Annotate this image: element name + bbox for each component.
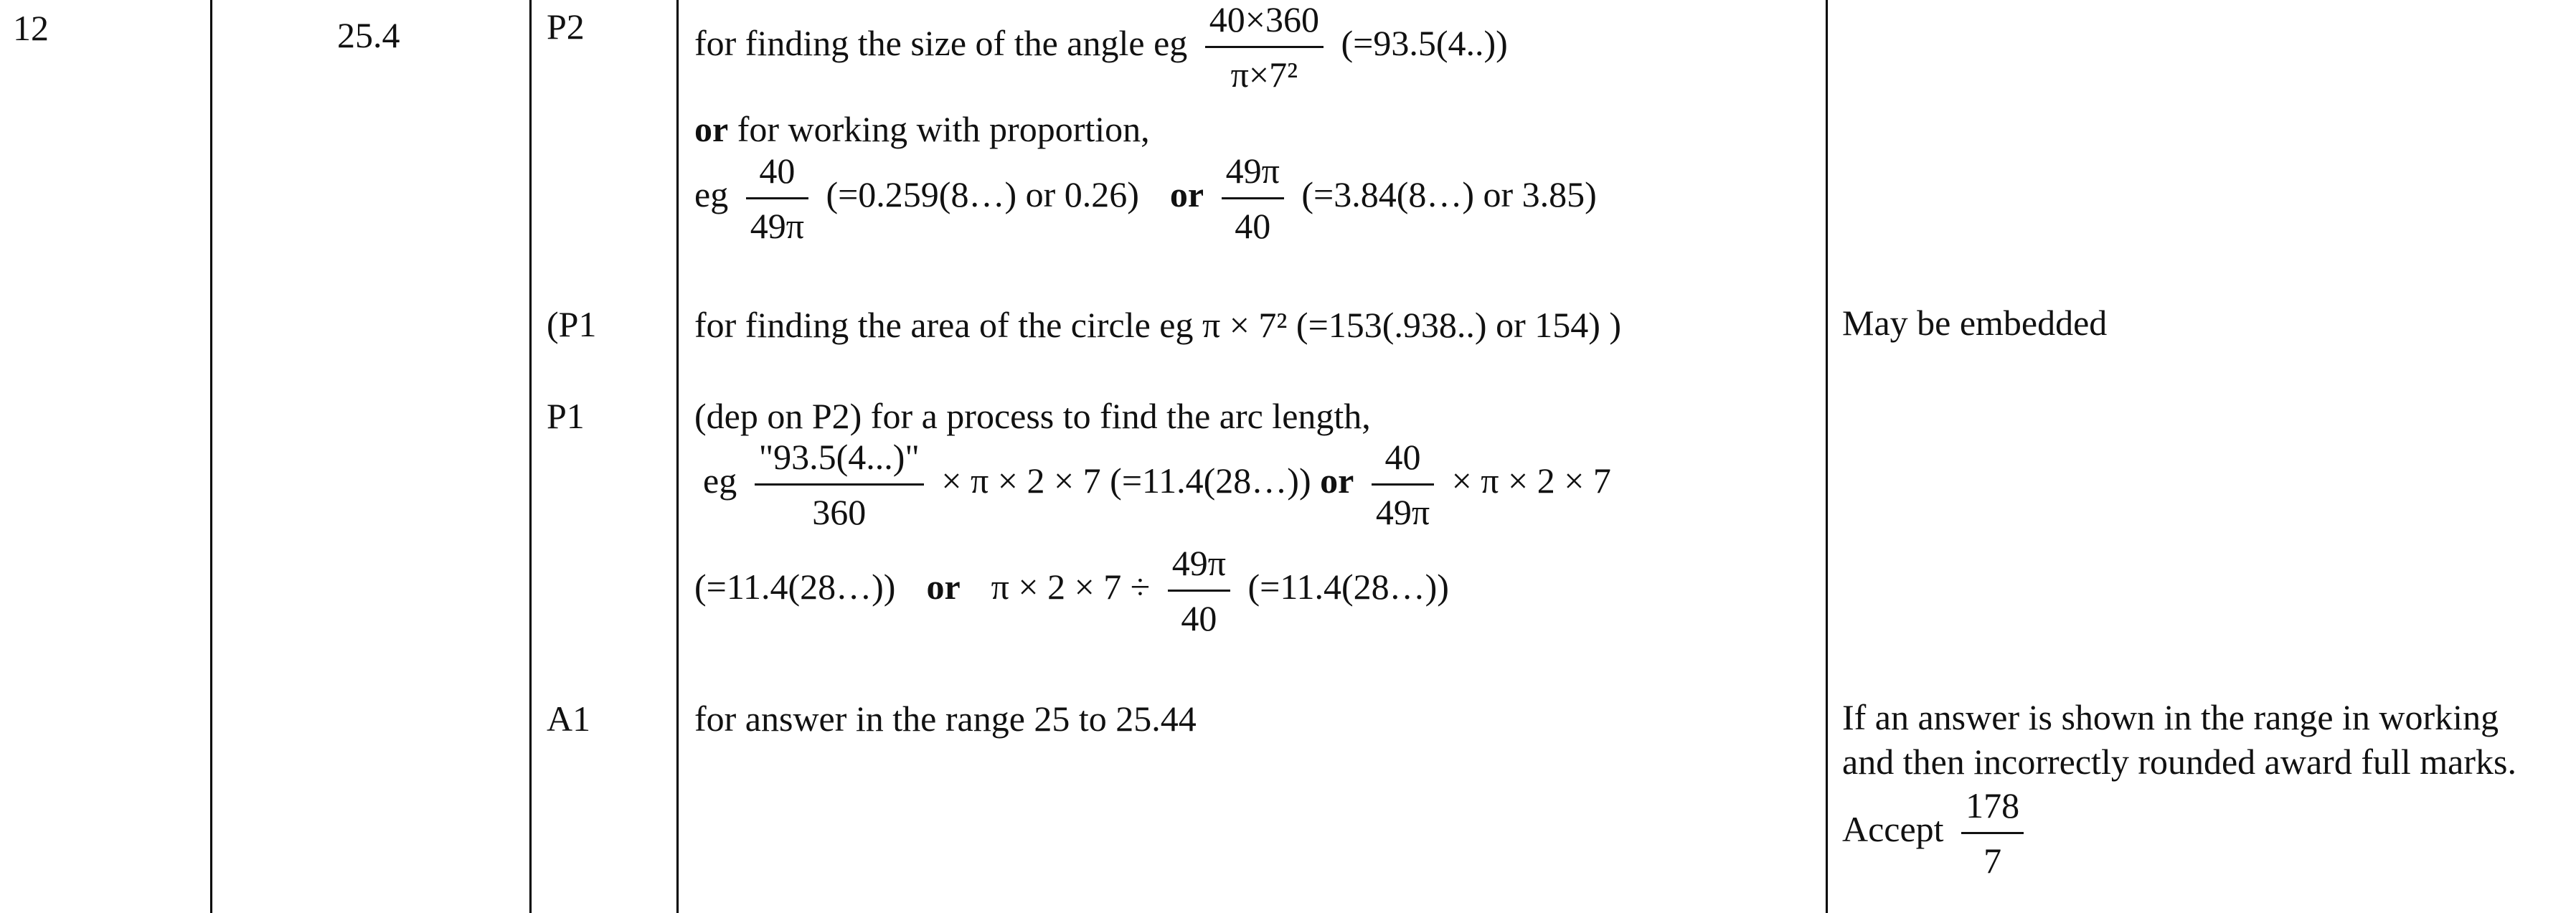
- angle-fraction: [1205, 1, 1324, 93]
- arc-fraction-3-denominator: 40: [1168, 590, 1230, 636]
- arc-alt-start: (=11.4(28…)): [694, 566, 896, 607]
- guidance-rounding-line-2: and then incorrectly rounded award full marks.: [1842, 742, 2516, 782]
- column-divider-2: [529, 0, 532, 913]
- angle-result: (=93.5(4..)): [1341, 22, 1508, 63]
- column-divider-3: [676, 0, 679, 913]
- proportion-result-1: (=0.259(8…) or 0.26): [826, 174, 1139, 214]
- p1-arc-example-line: [694, 439, 1611, 530]
- proportion-fraction-1-numerator: 40: [759, 151, 796, 191]
- arc-fraction-1-numerator: "93.5(4...)": [758, 437, 920, 477]
- accept-label: Accept: [1842, 808, 1944, 849]
- accept-fraction-denominator: 7: [1961, 832, 2024, 879]
- proportion-result-2: (=3.84(8…) or 3.85): [1301, 174, 1597, 214]
- arc-fraction-2-denominator: 49π: [1372, 483, 1434, 530]
- arc-fraction-3-numerator: 49π: [1171, 543, 1226, 583]
- arc-fraction-2: [1372, 439, 1434, 530]
- column-divider-1: [210, 0, 212, 913]
- or-keyword-arc: or: [1320, 460, 1354, 501]
- mark-code-a1: A1: [547, 699, 591, 739]
- accept-fraction-numerator: 178: [1966, 785, 2020, 826]
- proportion-text: for working with proportion,: [737, 109, 1150, 149]
- arc-alt-mid: π × 2 × 7 ÷: [991, 566, 1151, 607]
- or-keyword-2: or: [1169, 174, 1204, 214]
- mark-code-p2: P2: [547, 6, 585, 47]
- angle-fraction-denominator: π×7²: [1205, 46, 1324, 93]
- guidance-embedded: May be embedded: [1842, 303, 2108, 343]
- angle-fraction-numerator: 40×360: [1209, 0, 1319, 39]
- arc-after-fraction-1: × π × 2 × 7 (=11.4(28…)): [941, 460, 1311, 501]
- arc-alt-end: (=11.4(28…)): [1247, 566, 1449, 607]
- a1-text: for answer in the range 25 to 25.44: [694, 699, 1197, 739]
- eg-label: eg: [694, 174, 729, 214]
- proportion-fraction-2-numerator: 49π: [1225, 151, 1280, 191]
- arc-fraction-2-numerator: 40: [1384, 437, 1421, 477]
- p2-proportion-example-line: [694, 153, 1597, 244]
- accept-fraction: [1961, 787, 2024, 879]
- arc-fraction-1-denominator: 360: [755, 483, 924, 530]
- mark-code-p1-area: (P1: [547, 304, 597, 344]
- arc-fraction-1: [755, 439, 924, 530]
- p2-angle-line: [694, 1, 1508, 93]
- arc-after-fraction-2: × π × 2 × 7: [1451, 460, 1611, 501]
- mark-code-p1-arc: P1: [547, 396, 585, 436]
- proportion-fraction-1-denominator: 49π: [746, 197, 808, 244]
- guidance-rounding-line-1: If an answer is shown in the range in working: [1842, 697, 2499, 737]
- p1-arc-alt-line: [694, 545, 1449, 636]
- column-divider-4: [1826, 0, 1828, 913]
- proportion-fraction-2-denominator: 40: [1222, 197, 1284, 244]
- answer-value: 25.4: [337, 15, 400, 55]
- p2-angle-text: for finding the size of the angle eg: [694, 22, 1188, 63]
- proportion-fraction-1: [746, 153, 808, 244]
- or-keyword: or: [694, 109, 729, 149]
- question-number: 12: [13, 8, 49, 48]
- p1-area-text: for finding the area of the circle eg π × 7² (=153(.938..) or 154) ): [694, 305, 1622, 345]
- or-keyword-arc-2: or: [926, 566, 961, 607]
- arc-fraction-3: [1168, 545, 1230, 636]
- p1-arc-intro: (dep on P2) for a process to find the arc length,: [694, 396, 1371, 436]
- eg-label-arc: eg: [703, 460, 737, 501]
- proportion-fraction-2: [1222, 153, 1284, 244]
- guidance-accept-line: [1842, 787, 2032, 879]
- p2-proportion-line: [694, 111, 1150, 147]
